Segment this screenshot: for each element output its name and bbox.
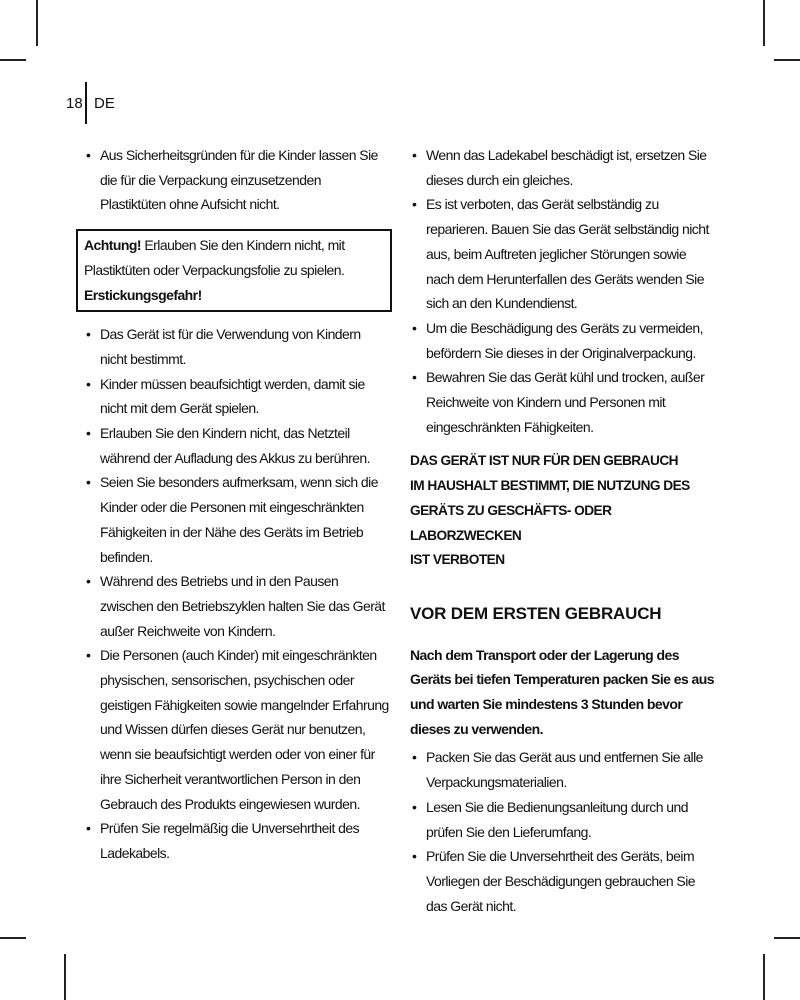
page-number: 18 xyxy=(66,95,83,112)
crop-mark xyxy=(64,954,66,1000)
bullet-list-second xyxy=(410,745,716,918)
list-item: • Während des Betriebs und in den Pausen zwischen den Betriebszyklen halten Sie das Gerät außer Reichweite von Kindern. xyxy=(84,569,390,643)
list-item: • Seien Sie besonders aufmerksam, wenn sich die Kinder oder die Personen mit eingeschränkten Fähigkeiten in der Nähe des Geräts im Betrieb befinden. xyxy=(84,470,390,569)
list-item: • Um die Beschädigung des Geräts zu vermeiden, befördern Sie dieses in der Originalverpackung. xyxy=(410,316,716,365)
language-label: DE xyxy=(94,95,115,112)
list-item: • Es ist verboten, das Gerät selbständig zu reparieren. Bauen Sie das Gerät selbständig nicht aus, beim Auftreten jeglicher Störungen sowie nach dem Herunterfallen des Geräts wenden Sie sich an den Kundendienst. xyxy=(410,192,716,316)
bullet-list xyxy=(84,322,390,865)
warning-text: Erlauben Sie den Kindern nicht, mit Plastiktüten oder Verpackungsfolie zu spielen. xyxy=(84,237,345,278)
crop-mark xyxy=(774,937,800,939)
warning-emphasis: Erstickungsgefahr! xyxy=(84,286,202,303)
crop-mark xyxy=(0,59,26,61)
list-item: • Das Gerät ist für die Verwendung von Kindern nicht bestimmt. xyxy=(84,322,390,371)
list-item: • Erlauben Sie den Kindern nicht, das Netzteil während der Aufladung des Akkus zu berühren. xyxy=(84,421,390,470)
list-item: • Prüfen Sie regelmäßig die Unversehrtheit des Ladekabels. xyxy=(84,816,390,865)
crop-mark xyxy=(763,0,765,46)
crop-mark xyxy=(774,59,800,61)
list-item: • Aus Sicherheitsgründen für die Kinder lassen Sie die für die Verpackung einzusetzenden Plastiktüten ohne Aufsicht nicht. xyxy=(84,143,390,217)
header-divider xyxy=(85,82,87,124)
list-item: • Prüfen Sie die Unversehrtheit des Geräts, beim Vorliegen der Beschädigungen gebrauchen Sie das Gerät nicht. xyxy=(410,844,716,918)
bullet-list-top xyxy=(84,143,390,217)
list-item: • Packen Sie das Gerät aus und entfernen Sie alle Verpackungsmaterialien. xyxy=(410,745,716,794)
section-intro: Nach dem Transport oder der Lagerung des Geräts bei tiefen Temperaturen packen Sie es aus und warten Sie mindestens 3 Stunden bevor dieses zu verwenden. xyxy=(410,646,715,737)
warning-box xyxy=(76,229,392,312)
crop-mark xyxy=(0,937,26,939)
list-item: • Lesen Sie die Bedienungsanleitung durch und prüfen Sie den Lieferumfang. xyxy=(410,795,716,844)
list-item: • Wenn das Ladekabel beschädigt ist, ersetzen Sie dieses durch ein gleiches. xyxy=(410,143,716,192)
warning-label: Achtung! xyxy=(84,237,142,254)
list-item: • Bewahren Sie das Gerät kühl und trocken, außer Reichweite von Kindern und Personen mit eingeschränkten Fähigkeiten. xyxy=(410,365,716,439)
notice-line: GERÄTS ZU GESCHÄFTS- ODER LABORZWECKEN xyxy=(410,502,612,543)
crop-mark xyxy=(36,0,38,46)
right-column xyxy=(410,143,716,918)
bullet-list xyxy=(410,143,716,439)
list-item: • Die Personen (auch Kinder) mit eingeschränkten physischen, sensorischen, psychischen oder geistigen Fähigkeiten sowie mangelnder Erfahrung und Wissen dürfen dieses Gerät nur benutzen, wenn sie beaufsichtigt werden oder von einer für ihre Sicherheit verantwortlichen Person in den Gebrauch des Produkts eingewiesen wurden. xyxy=(84,643,390,816)
usage-restriction-notice xyxy=(410,449,716,573)
notice-line: IM HAUSHALT BESTIMMT, DIE NUTZUNG DES xyxy=(410,478,690,494)
notice-line: DAS GERÄT IST NUR FÜR DEN GEBRAUCH xyxy=(410,453,678,469)
section-heading: VOR DEM ERSTEN GEBRAUCH xyxy=(410,603,662,623)
left-column xyxy=(84,143,390,866)
crop-mark xyxy=(763,954,765,1000)
list-item: • Kinder müssen beaufsichtigt werden, damit sie nicht mit dem Gerät spielen. xyxy=(84,372,390,421)
notice-line: IST VERBOTEN xyxy=(410,552,505,568)
